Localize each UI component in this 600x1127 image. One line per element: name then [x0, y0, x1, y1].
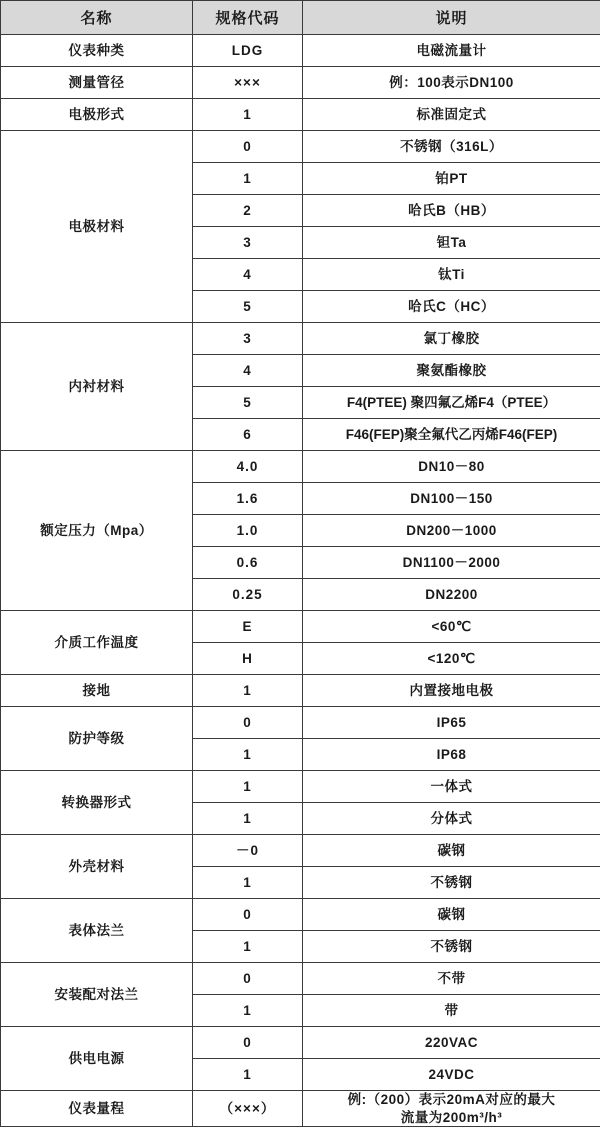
table-row [1, 323, 600, 355]
row-group-name: 防护等级 [1, 707, 193, 771]
spec-description-cell: 标准固定式 [303, 99, 600, 131]
spec-description-cell: 一体式 [303, 771, 600, 803]
spec-code-cell: 0 [193, 131, 303, 163]
spec-code-cell: 1 [193, 675, 303, 707]
spec-code-cell: H [193, 643, 303, 675]
row-group-name: 电极材料 [1, 131, 193, 323]
spec-description-cell: DN10－80 [303, 451, 600, 483]
spec-code-cell: 2 [193, 195, 303, 227]
spec-code-cell: 1 [193, 931, 303, 963]
spec-description-cell: 钽Ta [303, 227, 600, 259]
table-row [1, 771, 600, 803]
spec-description-cell: 24VDC [303, 1059, 600, 1091]
spec-description-cell: 碳钢 [303, 835, 600, 867]
row-group-name: 表体法兰 [1, 899, 193, 963]
table-row [1, 835, 600, 867]
table-header-row [1, 1, 600, 35]
spec-description-cell: 钛Ti [303, 259, 600, 291]
spec-description-cell: 氯丁橡胶 [303, 323, 600, 355]
spec-description-cell: IP68 [303, 739, 600, 771]
table-row [1, 899, 600, 931]
spec-code-cell: 1 [193, 1059, 303, 1091]
table-row [1, 1091, 600, 1127]
spec-code-cell: 0 [193, 707, 303, 739]
spec-code-cell: 4.0 [193, 451, 303, 483]
spec-code-cell: 5 [193, 387, 303, 419]
spec-code-cell: 1.0 [193, 515, 303, 547]
spec-code-cell: 1 [193, 739, 303, 771]
spec-code-cell: 1 [193, 163, 303, 195]
spec-code-cell: 0 [193, 963, 303, 995]
table-row [1, 707, 600, 739]
table-row [1, 963, 600, 995]
table-row [1, 99, 600, 131]
spec-description-cell: F4(PTEE) 聚四氟乙烯F4（PTEE） [303, 387, 600, 419]
spec-code-cell: 4 [193, 355, 303, 387]
row-group-name: 内衬材料 [1, 323, 193, 451]
table-header [1, 1, 600, 35]
spec-code-cell: 6 [193, 419, 303, 451]
row-group-name: 接地 [1, 675, 193, 707]
spec-code-cell: 1 [193, 99, 303, 131]
spec-code-cell: 0.6 [193, 547, 303, 579]
row-group-name: 转换器形式 [1, 771, 193, 835]
spec-code-cell: ××× [193, 67, 303, 99]
spec-code-cell: 1 [193, 771, 303, 803]
spec-description-cell: 带 [303, 995, 600, 1027]
spec-description-cell: 220VAC [303, 1027, 600, 1059]
spec-description-cell: F46(FEP)聚全氟代乙丙烯F46(FEP) [303, 419, 600, 451]
spec-code-cell: 1 [193, 803, 303, 835]
spec-code-cell: 0.25 [193, 579, 303, 611]
table-row [1, 35, 600, 67]
spec-description-cell: 电磁流量计 [303, 35, 600, 67]
spec-code-cell: 3 [193, 227, 303, 259]
spec-code-cell: 5 [193, 291, 303, 323]
row-group-name: 外壳材料 [1, 835, 193, 899]
row-group-name: 仪表种类 [1, 35, 193, 67]
row-group-name: 供电电源 [1, 1027, 193, 1091]
spec-description-cell: 例:（200）表示20mA对应的最大 流量为200m³/h³ [303, 1091, 600, 1127]
spec-code-cell: （×××） [193, 1091, 303, 1127]
spec-description-cell: DN100－150 [303, 483, 600, 515]
table-row [1, 675, 600, 707]
row-group-name: 电极形式 [1, 99, 193, 131]
spec-code-cell: 3 [193, 323, 303, 355]
spec-description-cell: 哈氏B（HB） [303, 195, 600, 227]
spec-code-cell: 1 [193, 995, 303, 1027]
table-row [1, 1027, 600, 1059]
spec-description-cell: <120℃ [303, 643, 600, 675]
row-group-name: 仪表量程 [1, 1091, 193, 1127]
column-header-code: 规格代码 [193, 1, 303, 35]
spec-description-cell: 不锈钢 [303, 931, 600, 963]
spec-code-cell: E [193, 611, 303, 643]
row-group-name: 安装配对法兰 [1, 963, 193, 1027]
row-group-name: 额定压力（Mpa） [1, 451, 193, 611]
spec-code-cell: 1 [193, 867, 303, 899]
spec-description-cell: 不锈钢 [303, 867, 600, 899]
spec-description-cell: 铂PT [303, 163, 600, 195]
spec-description-cell: IP65 [303, 707, 600, 739]
table-row [1, 451, 600, 483]
spec-description-cell: 内置接地电极 [303, 675, 600, 707]
row-group-name: 介质工作温度 [1, 611, 193, 675]
table-row [1, 131, 600, 163]
spec-code-cell: 4 [193, 259, 303, 291]
spec-description-cell: 碳钢 [303, 899, 600, 931]
column-header-description: 说明 [303, 1, 600, 35]
table-row [1, 67, 600, 99]
table-row [1, 611, 600, 643]
spec-description-cell: DN2200 [303, 579, 600, 611]
spec-description-cell: <60℃ [303, 611, 600, 643]
spec-description-cell: DN200－1000 [303, 515, 600, 547]
spec-description-cell: 不带 [303, 963, 600, 995]
row-group-name: 测量管径 [1, 67, 193, 99]
column-header-name: 名称 [1, 1, 193, 35]
spec-description-cell: 分体式 [303, 803, 600, 835]
spec-code-cell: －0 [193, 835, 303, 867]
spec-code-cell: LDG [193, 35, 303, 67]
spec-description-cell: 不锈钢（316L） [303, 131, 600, 163]
table-body [1, 35, 600, 1127]
spec-code-cell: 0 [193, 1027, 303, 1059]
spec-code-cell: 0 [193, 899, 303, 931]
spec-code-cell: 1.6 [193, 483, 303, 515]
spec-description-cell: DN1100－2000 [303, 547, 600, 579]
spec-description-cell: 哈氏C（HC） [303, 291, 600, 323]
spec-description-cell: 例：100表示DN100 [303, 67, 600, 99]
spec-description-cell: 聚氨酯橡胶 [303, 355, 600, 387]
